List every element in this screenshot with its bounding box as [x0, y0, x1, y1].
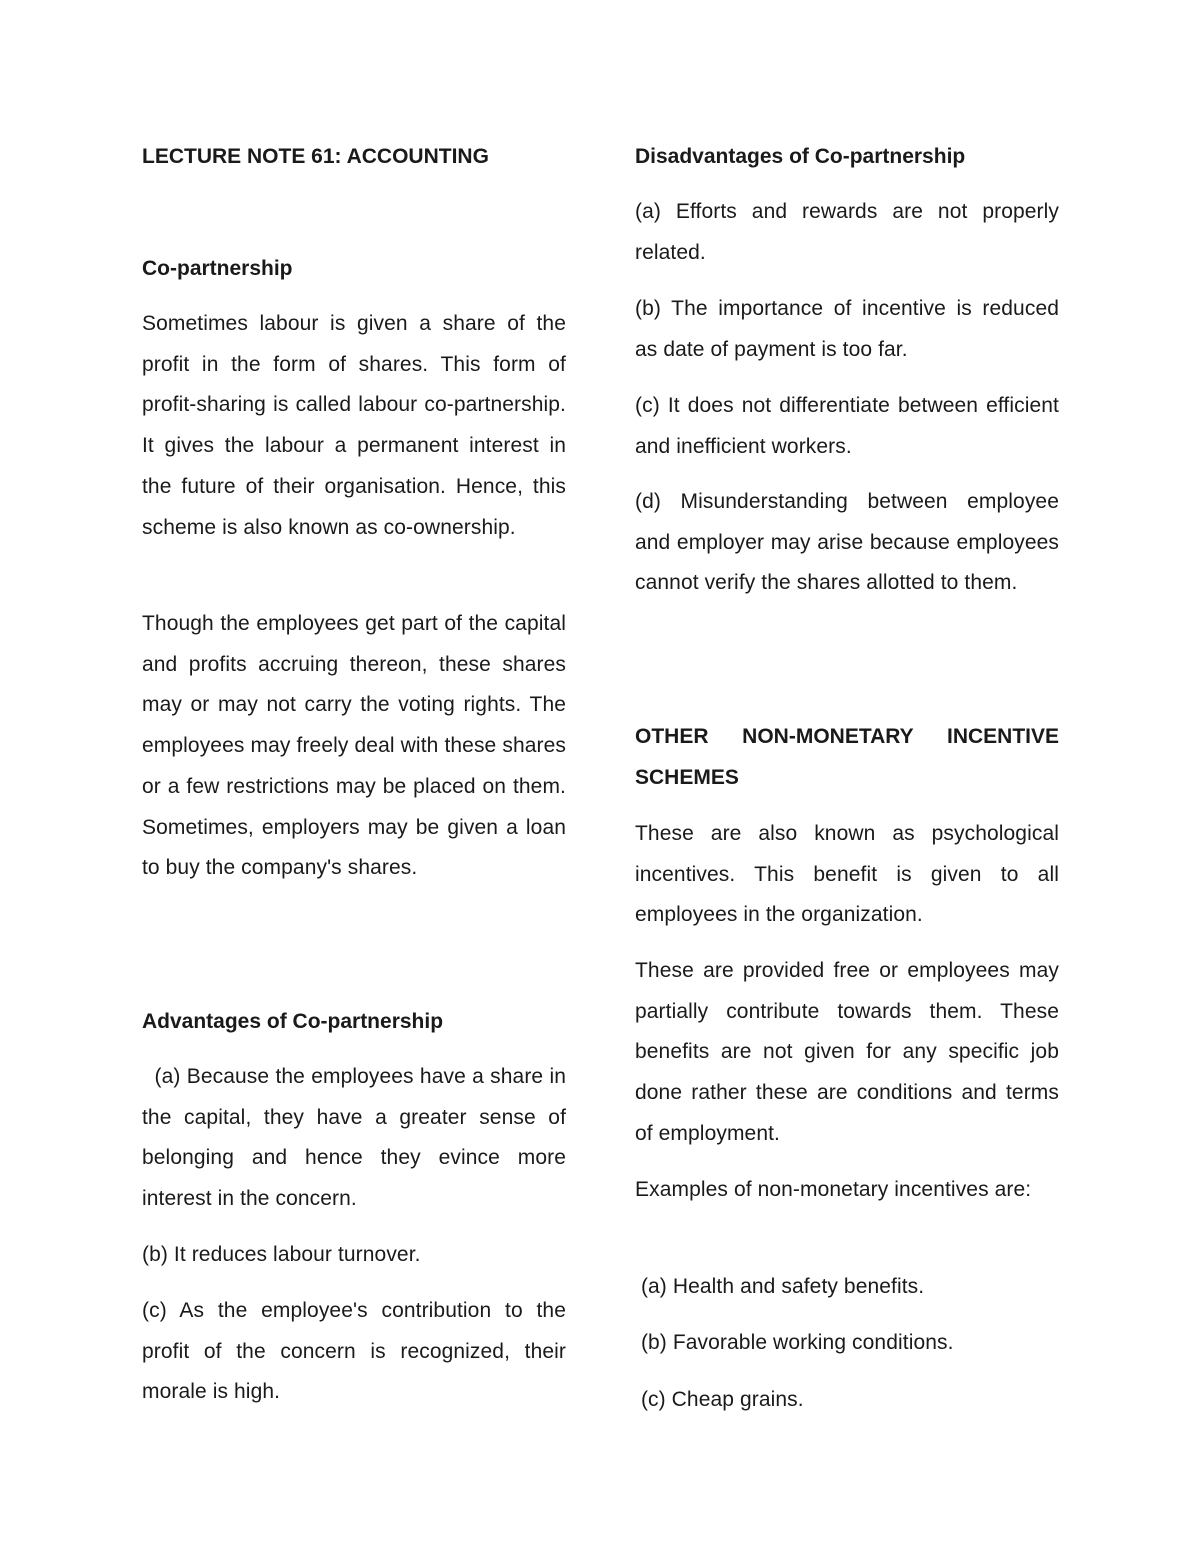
example-a: (a) Health and safety benefits. — [635, 1275, 925, 1298]
non-monetary-paragraph-2: These are provided free or employees may partially contribute towards them. These benefits are not given for any specific job done rather these are conditions and terms of employment. — [635, 959, 1059, 1145]
advantage-b: (b) It reduces labour turnover. — [142, 1243, 421, 1266]
advantage-c: (c) As the employee's contribution to the profit of the concern is recognized, their morale is high. — [142, 1299, 566, 1404]
disadvantage-d: (d) Misunderstanding between employee and employer may arise because employees cannot verify the shares allotted to them. — [635, 490, 1059, 595]
example-b: (b) Favorable working conditions. — [635, 1331, 954, 1354]
disadvantage-c: (c) It does not differentiate between efficient and inefficient workers. — [635, 394, 1059, 458]
disadvantage-a: (a) Efforts and rewards are not properly related. — [635, 200, 1059, 264]
disadvantages-heading: Disadvantages of Co-partnership — [635, 145, 966, 168]
disadvantage-b: (b) The importance of incentive is reduced as date of payment is too far. — [635, 297, 1059, 361]
document-title: LECTURE NOTE 61: ACCOUNTING — [142, 145, 489, 168]
non-monetary-paragraph-1: These are also known as psychological incentives. This benefit is given to all employees in the organization. — [635, 822, 1059, 927]
advantage-a: (a) Because the employees have a share in the capital, they have a greater sense of belonging and hence they evince more interest in the concern. — [142, 1065, 572, 1211]
co-partnership-heading: Co-partnership — [142, 257, 293, 280]
example-c: (c) Cheap grains. — [635, 1388, 804, 1411]
non-monetary-heading: OTHER NON-MONETARY INCENTIVE SCHEMES — [635, 725, 1059, 789]
advantages-heading: Advantages of Co-partnership — [142, 1010, 444, 1033]
co-partnership-paragraph-2: Though the employees get part of the capital and profits accruing thereon, these shares may or may not carry the voting rights. The employees may freely deal with these shares or a few restrictions may be placed on them. Sometimes, employers may be given a loan to buy the company's shares. — [142, 612, 566, 880]
non-monetary-paragraph-3: Examples of non-monetary incentives are: — [635, 1178, 1032, 1201]
co-partnership-paragraph-1: Sometimes labour is given a share of the profit in the form of shares. This form of profit-sharing is called labour co-partnership. It gives the labour a permanent interest in the future of their organisation. Hence, this scheme is also known as co-ownership. — [142, 312, 566, 539]
